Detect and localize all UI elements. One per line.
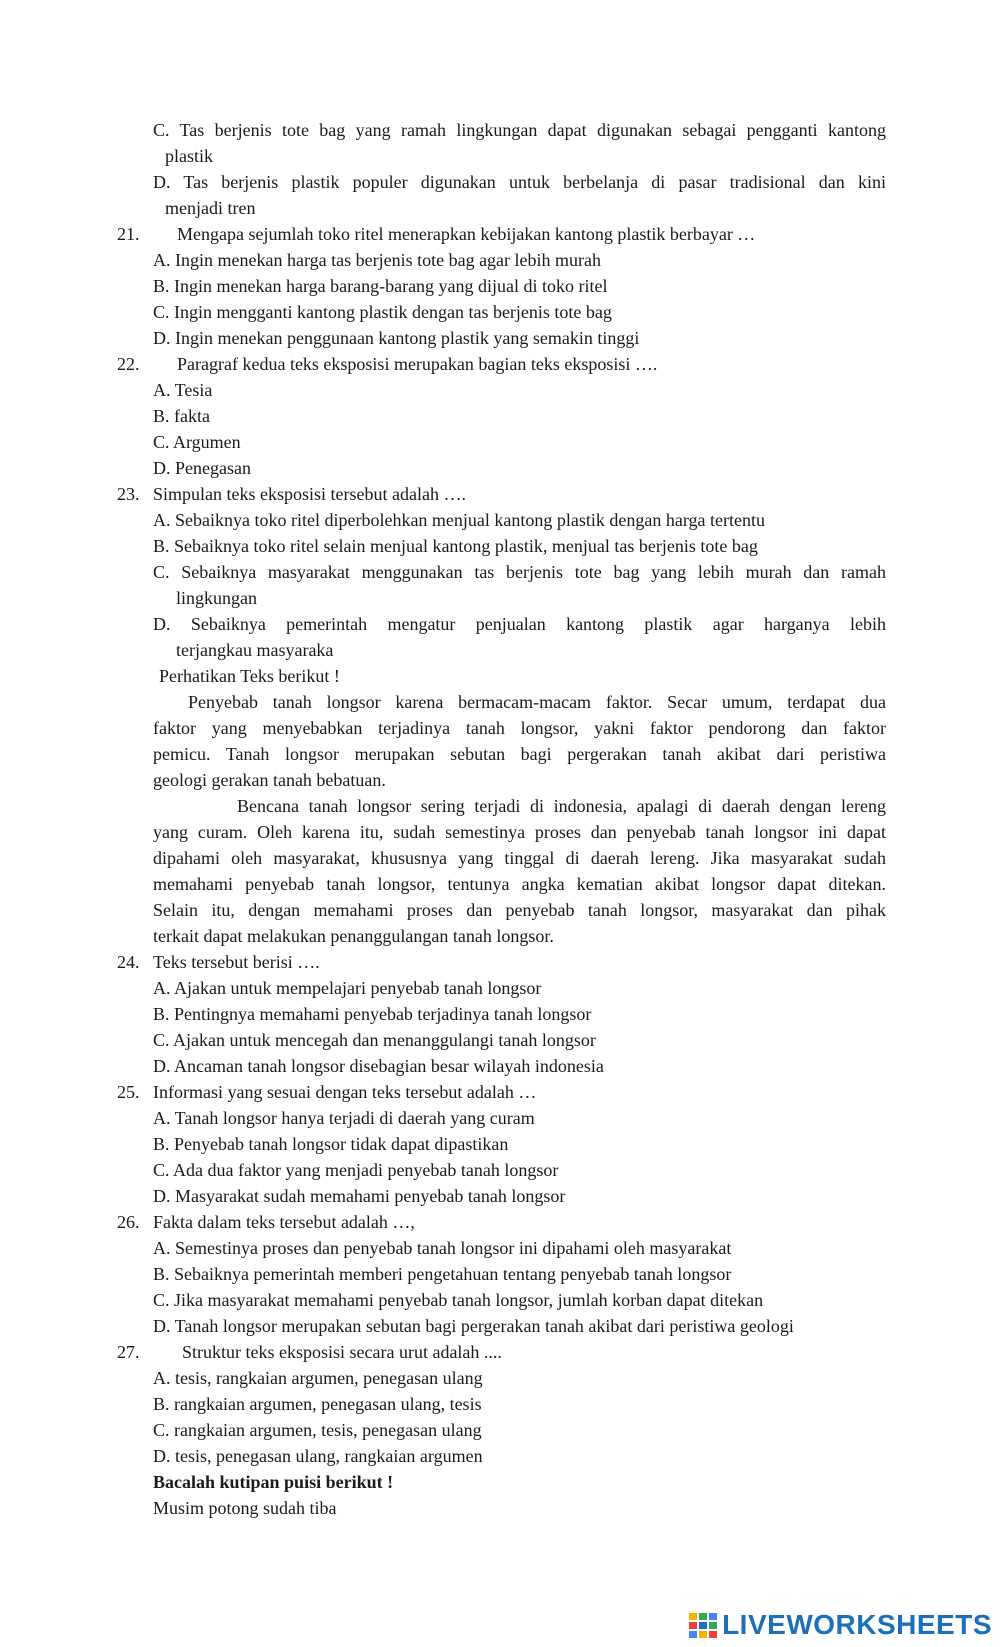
question-number: 22.	[117, 354, 140, 374]
q24-option-d[interactable]: D. Ancaman tanah longsor disebagian besar wilayah indonesia	[153, 1056, 604, 1076]
question-text: Paragraf kedua teks eksposisi merupakan bagian teks eksposisi ….	[177, 354, 658, 374]
poem-heading: Bacalah kutipan puisi berikut !	[153, 1472, 394, 1492]
q22-option-d[interactable]: D. Penegasan	[153, 458, 251, 478]
q20-option-d-cont: menjadi tren	[165, 198, 256, 218]
passage-p1-line: pemicu. Tanah longsor merupakan sebutan bagi pergerakan tanah akibat dari peristiwa	[153, 744, 886, 764]
question-number: 24.	[117, 952, 140, 972]
q25-option-c[interactable]: C. Ada dua faktor yang menjadi penyebab tanah longsor	[153, 1160, 559, 1180]
question-text: Informasi yang sesuai dengan teks tersebut adalah …	[153, 1082, 537, 1102]
q27-option-b[interactable]: B. rangkaian argumen, penegasan ulang, tesis	[153, 1394, 482, 1414]
q22-option-c[interactable]: C. Argumen	[153, 432, 241, 452]
passage-p2-line: dipahami oleh masyarakat, khususnya yang tinggal di daerah lereng. Jika masyarakat sudah	[153, 848, 886, 868]
q25-option-d[interactable]: D. Masyarakat sudah memahami penyebab tanah longsor	[153, 1186, 566, 1206]
q26-option-c[interactable]: C. Jika masyarakat memahami penyebab tanah longsor, jumlah korban dapat ditekan	[153, 1290, 764, 1310]
question-25	[117, 1079, 536, 1105]
question-24	[117, 949, 320, 975]
q26-option-d[interactable]: D. Tanah longsor merupakan sebutan bagi pergerakan tanah akibat dari peristiwa geologi	[153, 1316, 794, 1336]
question-number: 25.	[117, 1082, 140, 1102]
q27-option-c[interactable]: C. rangkaian argumen, tesis, penegasan ulang	[153, 1420, 482, 1440]
passage-p2-line: Bencana tanah longsor sering terjadi di indonesia, apalagi di daerah dengan lereng	[237, 796, 886, 816]
question-21	[117, 221, 755, 247]
q23-option-d[interactable]: D. Sebaiknya pemerintah mengatur penjualan kantong plastik agar harganya lebih	[153, 614, 886, 634]
q20-option-c-cont: plastik	[165, 146, 213, 166]
question-number: 21.	[117, 224, 140, 244]
q21-option-c[interactable]: C. Ingin mengganti kantong plastik dengan tas berjenis tote bag	[153, 302, 612, 322]
q27-option-a[interactable]: A. tesis, rangkaian argumen, penegasan ulang	[153, 1368, 483, 1388]
passage-p2-line: Selain itu, dengan memahami proses dan penyebab tanah longsor, masyarakat dan pihak	[153, 900, 886, 920]
q21-option-a[interactable]: A. Ingin menekan harga tas berjenis tote bag agar lebih murah	[153, 250, 602, 270]
brand-name: LIVEWORKSHEETS	[722, 1609, 992, 1640]
q23-option-c[interactable]: C. Sebaiknya masyarakat menggunakan tas berjenis tote bag yang lebih murah dan ramah	[153, 562, 886, 582]
question-text: Fakta dalam teks tersebut adalah …,	[153, 1212, 415, 1232]
q23-option-a[interactable]: A. Sebaiknya toko ritel diperbolehkan menjual kantong plastik dengan harga tertentu	[153, 510, 765, 530]
q24-option-b[interactable]: B. Pentingnya memahami penyebab terjadinya tanah longsor	[153, 1004, 592, 1024]
q23-option-c-cont: lingkungan	[176, 588, 257, 608]
passage-intro: Perhatikan Teks berikut !	[159, 666, 340, 686]
question-27	[117, 1339, 502, 1365]
q26-option-a[interactable]: A. Semestinya proses dan penyebab tanah longsor ini dipahami oleh masyarakat	[153, 1238, 732, 1258]
question-text: Simpulan teks eksposisi tersebut adalah ….	[153, 484, 466, 504]
question-number: 27.	[117, 1342, 140, 1362]
passage-p1-line: faktor yang menyebabkan terjadinya tanah longsor, yakni faktor pendorong dan faktor	[153, 718, 886, 738]
q25-option-a[interactable]: A. Tanah longsor hanya terjadi di daerah yang curam	[153, 1108, 535, 1128]
passage-p1-line: geologi gerakan tanah bebatuan.	[153, 770, 386, 790]
question-26	[117, 1209, 415, 1235]
question-22	[117, 351, 657, 377]
question-number: 23.	[117, 484, 140, 504]
q23-option-d-cont: terjangkau masyaraka	[176, 640, 334, 660]
question-23	[117, 481, 466, 507]
poem-line: Musim potong sudah tiba	[153, 1498, 337, 1518]
liveworksheets-logo[interactable]	[688, 1608, 992, 1642]
liveworksheets-icon	[688, 1611, 718, 1639]
q20-option-d[interactable]: D. Tas berjenis plastik populer digunakan untuk berbelanja di pasar tradisional dan kini	[153, 172, 886, 192]
passage-p2-line: yang curam. Oleh karena itu, sudah semestinya proses dan penyebab tanah longsor ini dapat	[153, 822, 886, 842]
passage-p2-line: terkait dapat melakukan penanggulangan tanah longsor.	[153, 926, 554, 946]
q22-option-b[interactable]: B. fakta	[153, 406, 210, 426]
question-number: 26.	[117, 1212, 140, 1232]
question-text: Teks tersebut berisi ….	[153, 952, 320, 972]
q21-option-d[interactable]: D. Ingin menekan penggunaan kantong plastik yang semakin tinggi	[153, 328, 640, 348]
q25-option-b[interactable]: B. Penyebab tanah longsor tidak dapat dipastikan	[153, 1134, 509, 1154]
q22-option-a[interactable]: A. Tesia	[153, 380, 213, 400]
q24-option-a[interactable]: A. Ajakan untuk mempelajari penyebab tanah longsor	[153, 978, 542, 998]
q20-option-c[interactable]: C. Tas berjenis tote bag yang ramah lingkungan dapat digunakan sebagai pengganti kantong	[153, 120, 886, 140]
question-text: Struktur teks eksposisi secara urut adalah ....	[182, 1342, 502, 1362]
q27-option-d[interactable]: D. tesis, penegasan ulang, rangkaian argumen	[153, 1446, 483, 1466]
passage-p2-line: memahami penyebab tanah longsor, tentunya angka kematian akibat longsor dapat ditekan.	[153, 874, 886, 894]
q21-option-b[interactable]: B. Ingin menekan harga barang-barang yang dijual di toko ritel	[153, 276, 608, 296]
passage-p1-line: Penyebab tanah longsor karena bermacam-macam faktor. Secar umum, terdapat dua	[188, 692, 886, 712]
q26-option-b[interactable]: B. Sebaiknya pemerintah memberi pengetahuan tentang penyebab tanah longsor	[153, 1264, 732, 1284]
question-text: Mengapa sejumlah toko ritel menerapkan kebijakan kantong plastik berbayar …	[177, 224, 756, 244]
q23-option-b[interactable]: B. Sebaiknya toko ritel selain menjual kantong plastik, menjual tas berjenis tote bag	[153, 536, 758, 556]
q24-option-c[interactable]: C. Ajakan untuk mencegah dan menanggulangi tanah longsor	[153, 1030, 596, 1050]
